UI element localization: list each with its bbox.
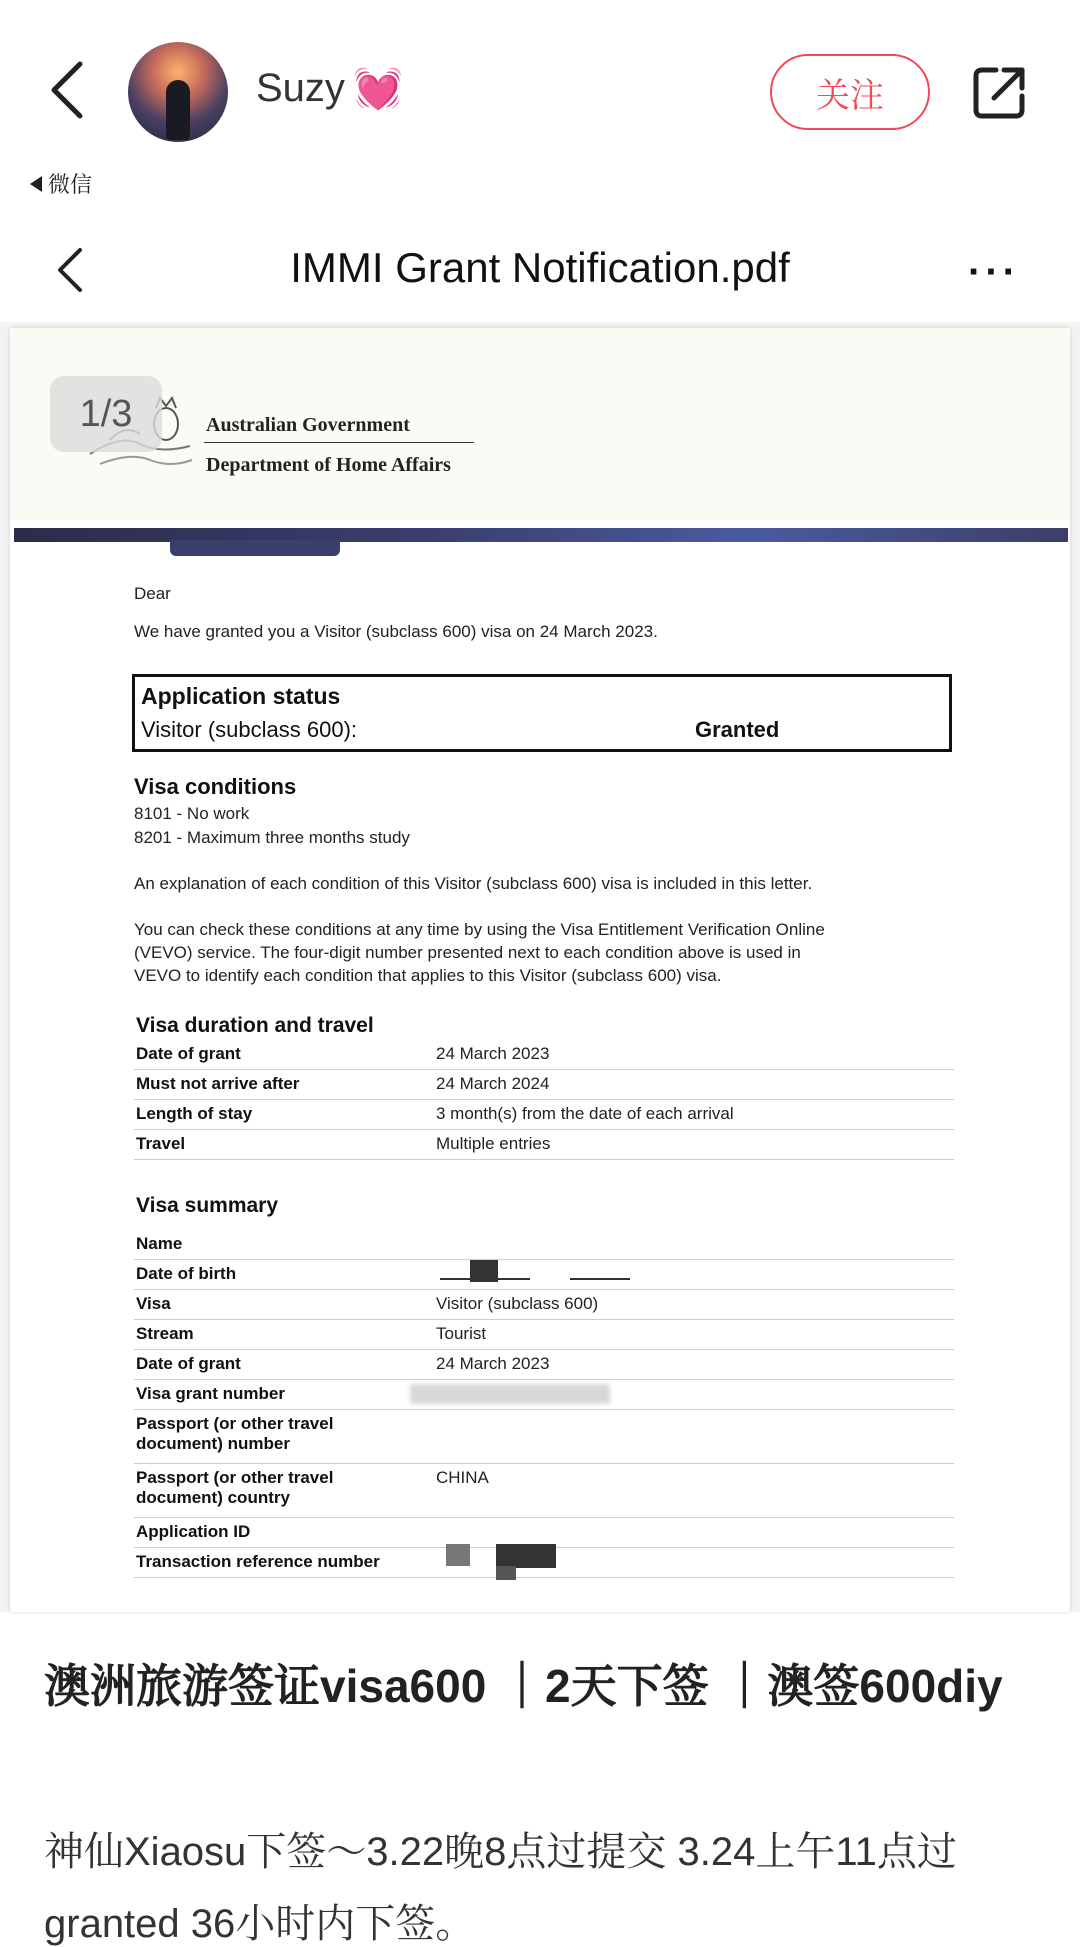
status-value: Granted bbox=[695, 717, 780, 742]
row-value: 24 March 2023 bbox=[436, 1354, 550, 1373]
row-value: Multiple entries bbox=[436, 1134, 551, 1153]
redaction-mark bbox=[440, 1278, 530, 1280]
back-icon[interactable] bbox=[40, 58, 94, 122]
explanation-text: An explanation of each condition of this Visitor (subclass 600) visa is included in this letter. bbox=[134, 874, 813, 893]
row-value: 24 March 2023 bbox=[436, 1044, 550, 1063]
table-row bbox=[134, 1070, 954, 1100]
gov-name: Australian Government bbox=[206, 414, 410, 436]
follow-button[interactable]: 关注 bbox=[770, 54, 930, 130]
condition-item: 8201 - Maximum three months study bbox=[134, 828, 410, 847]
vevo-text-line: VEVO to identify each condition that applies to this Visitor (subclass 600) visa. bbox=[134, 966, 722, 985]
triangle-left-icon bbox=[30, 176, 42, 192]
row-key: Date of birth bbox=[136, 1264, 237, 1283]
wechat-back-link[interactable] bbox=[30, 168, 92, 199]
row-value: Visitor (subclass 600) bbox=[436, 1294, 599, 1313]
share-icon[interactable] bbox=[970, 62, 1030, 122]
letterhead-band-tab bbox=[170, 540, 340, 556]
author-avatar[interactable] bbox=[128, 42, 228, 142]
pdf-page-area[interactable] bbox=[0, 322, 1080, 1612]
intro-text: We have granted you a Visitor (subclass 600) visa on 24 March 2023. bbox=[134, 622, 658, 641]
pdf-page bbox=[10, 328, 1070, 1612]
table-row bbox=[134, 1290, 954, 1320]
table-row bbox=[134, 1350, 954, 1380]
vevo-text-line: (VEVO) service. The four-digit number presented next to each condition above is used in bbox=[134, 943, 801, 962]
row-key: Must not arrive after bbox=[136, 1074, 300, 1093]
vevo-text-line: You can check these conditions at any time by using the Visa Entitlement Verification Online bbox=[134, 920, 825, 939]
row-key: Stream bbox=[136, 1324, 194, 1343]
post-title: 澳洲旅游签证visa600 ｜2天下签 ｜澳签600diy bbox=[44, 1660, 1003, 1712]
post-header bbox=[0, 0, 1080, 197]
letterhead bbox=[10, 328, 1070, 520]
letterhead-rule bbox=[204, 442, 474, 443]
redaction-mark bbox=[410, 1384, 610, 1404]
redaction-mark bbox=[570, 1278, 630, 1280]
table-row bbox=[134, 1464, 954, 1518]
row-key: Application ID bbox=[136, 1522, 251, 1541]
row-value: Tourist bbox=[436, 1324, 487, 1343]
author-name[interactable] bbox=[256, 66, 403, 111]
pdf-viewer-bar bbox=[0, 220, 1080, 320]
row-value: 3 month(s) from the date of each arrival bbox=[436, 1104, 734, 1123]
row-key: Passport (or other travel document) country bbox=[136, 1468, 334, 1508]
row-key: Name bbox=[136, 1234, 183, 1253]
redaction-mark bbox=[446, 1544, 470, 1566]
table-row bbox=[134, 1100, 954, 1130]
status-title: Application status bbox=[141, 683, 341, 709]
row-key: Visa grant number bbox=[136, 1384, 285, 1403]
table-row bbox=[134, 1320, 954, 1350]
row-key: Transaction reference number bbox=[136, 1552, 380, 1571]
wechat-back-label: 微信 bbox=[48, 172, 93, 197]
row-key: Passport (or other travel document) number bbox=[136, 1414, 334, 1454]
table-row bbox=[134, 1040, 954, 1070]
status-label: Visitor (subclass 600): bbox=[141, 717, 358, 742]
summary-title: Visa summary bbox=[136, 1194, 279, 1217]
row-value: 24 March 2024 bbox=[436, 1074, 550, 1093]
row-value: CHINA bbox=[436, 1468, 489, 1487]
greeting: Dear bbox=[134, 584, 171, 603]
post-body: 神仙Xiaosu下签～3.22晚8点过提交 3.24上午11点过granted 36小时内下签。 bbox=[44, 1830, 957, 1946]
row-key: Visa bbox=[136, 1294, 171, 1313]
more-options-icon[interactable]: ··· bbox=[968, 250, 1020, 294]
table-row bbox=[134, 1410, 954, 1464]
pdf-title: IMMI Grant Notification.pdf bbox=[290, 244, 790, 291]
row-key: Date of grant bbox=[136, 1354, 241, 1373]
duration-title: Visa duration and travel bbox=[136, 1014, 374, 1037]
redaction-mark bbox=[496, 1566, 516, 1580]
row-key: Date of grant bbox=[136, 1044, 241, 1063]
application-status-box bbox=[132, 674, 952, 752]
author-name-text: Suzy bbox=[256, 66, 345, 110]
table-row bbox=[134, 1230, 954, 1260]
table-row bbox=[134, 1130, 954, 1160]
row-key: Travel bbox=[136, 1134, 186, 1153]
heart-emoji-icon: 💓 bbox=[352, 66, 403, 111]
redaction-mark bbox=[496, 1544, 556, 1568]
condition-item: 8101 - No work bbox=[134, 804, 250, 823]
department-name: Department of Home Affairs bbox=[206, 454, 451, 476]
table-row bbox=[134, 1260, 954, 1290]
page-indicator: 1/3 bbox=[50, 376, 162, 452]
row-key: Length of stay bbox=[136, 1104, 253, 1123]
conditions-title: Visa conditions bbox=[134, 774, 297, 799]
